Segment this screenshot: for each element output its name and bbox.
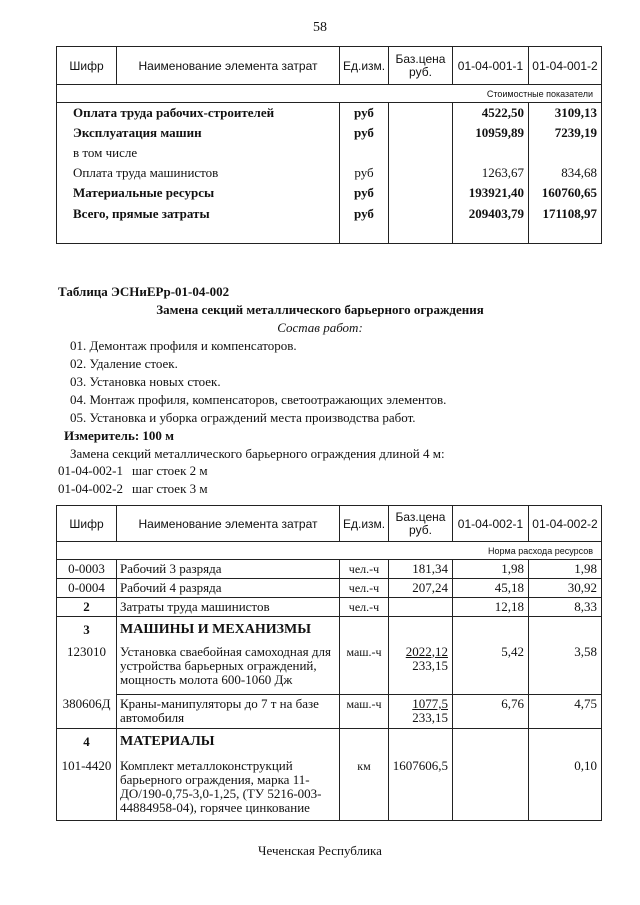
table2-subheader: Норма расхода ресурсов: [57, 542, 602, 560]
table-row: [57, 579, 602, 598]
table-row: [57, 183, 602, 203]
row-value-a: 4522,50: [453, 103, 529, 124]
header-name: Наименование элемента затрат: [117, 47, 340, 85]
row-price: [389, 163, 453, 183]
row-unit: руб: [340, 183, 389, 203]
row-value-b: 0,10: [529, 755, 602, 821]
section-subtitle: Замена секций металлического барьерного ограждения: [156, 302, 484, 317]
row-code: 0-0004: [57, 579, 117, 598]
table-row: [57, 598, 602, 617]
row-name: Комплект металлоконструкций барьерного ограждения, марка 11- ДО/190-0,75-3,0-1,25, (ТУ 5216-003- 44884958-04), горячее цинкование: [117, 755, 340, 821]
row-name: Материальные ресурсы: [57, 183, 340, 203]
row-unit: руб: [340, 203, 389, 244]
row-code: 2: [57, 598, 117, 617]
meter-label: Измеритель: 100 м: [64, 428, 175, 443]
row-value-a: 1,98: [453, 560, 529, 579]
table-row: [57, 123, 602, 143]
table-row: [57, 560, 602, 579]
row-value-a: [453, 143, 529, 163]
row-name: Всего, прямые затраты: [57, 203, 340, 244]
section-code: 3: [57, 617, 117, 643]
header-unit: Ед.изм.: [340, 506, 389, 542]
row-price: 1077,5 233,15: [389, 695, 453, 729]
row-value-a: 10959,89: [453, 123, 529, 143]
row-value-b: 3109,13: [529, 103, 602, 124]
row-price: [389, 143, 453, 163]
row-value-b: 7239,19: [529, 123, 602, 143]
row-value-b: 3,58: [529, 643, 602, 695]
section-name: МАШИНЫ И МЕХАНИЗМЫ: [117, 617, 340, 643]
work-item: 01. Демонтаж профиля и компенсаторов.: [70, 338, 297, 353]
row-price: [389, 203, 453, 244]
table-title: Таблица ЭСНиЕРр-01-04-002: [58, 284, 230, 299]
row-value-a: 6,76: [453, 695, 529, 729]
row-value-a: 45,18: [453, 579, 529, 598]
row-value-b: 4,75: [529, 695, 602, 729]
works-heading: Состав работ:: [277, 320, 363, 335]
header-base-price: Баз.цена руб.: [389, 47, 453, 85]
table-row: [57, 143, 602, 163]
variant-code: 01-04-002-1: [58, 463, 123, 478]
page-number: 58: [313, 20, 327, 35]
row-name: Оплата труда рабочих-строителей: [57, 103, 340, 124]
header-code: Шифр: [57, 47, 117, 85]
header-unit: Ед.изм.: [340, 47, 389, 85]
row-unit: руб: [340, 163, 389, 183]
table-row: [57, 163, 602, 183]
table-row: [57, 203, 602, 244]
row-value-a: [453, 755, 529, 821]
variant-code: 01-04-002-2: [58, 481, 123, 496]
row-value-b: 160760,65: [529, 183, 602, 203]
header-col-b: 01-04-001-2: [529, 47, 602, 85]
section-row: [57, 617, 602, 643]
row-price: 181,34: [389, 560, 453, 579]
row-unit: чел.-ч: [340, 579, 389, 598]
row-price: 207,24: [389, 579, 453, 598]
work-item: 04. Монтаж профиля, компенсаторов, светоотражающих элементов.: [70, 392, 447, 407]
row-unit: руб: [340, 103, 389, 124]
header-code: Шифр: [57, 506, 117, 542]
row-value-b: 8,33: [529, 598, 602, 617]
row-unit: руб: [340, 123, 389, 143]
header-col-a: 01-04-002-1: [453, 506, 529, 542]
row-unit: км: [340, 755, 389, 821]
table-row: [57, 103, 602, 124]
row-price: [389, 598, 453, 617]
row-code: 0-0003: [57, 560, 117, 579]
row-value-b: 30,92: [529, 579, 602, 598]
row-name: в том числе: [57, 143, 340, 163]
row-value-a: 5,42: [453, 643, 529, 695]
section-code: 4: [57, 729, 117, 755]
row-unit: маш.-ч: [340, 643, 389, 695]
row-price: [389, 103, 453, 124]
row-unit: чел.-ч: [340, 560, 389, 579]
page-footer: Чеченская Республика: [258, 843, 382, 858]
row-code: 101-4420: [57, 755, 117, 821]
cost-table-1: [56, 46, 602, 244]
section-row: [57, 729, 602, 755]
resource-table-2: [56, 505, 602, 821]
header-col-b: 01-04-002-2: [529, 506, 602, 542]
work-item: 02. Удаление стоек.: [70, 356, 178, 371]
variant-text: шаг стоек 3 м: [132, 481, 208, 496]
row-value-a: 12,18: [453, 598, 529, 617]
table1-subheader: Стоимостные показатели: [57, 85, 602, 103]
row-value-a: 1263,67: [453, 163, 529, 183]
section-name: МАТЕРИАЛЫ: [117, 729, 340, 755]
row-unit: чел.-ч: [340, 598, 389, 617]
table-row: [57, 695, 602, 729]
header-col-a: 01-04-001-1: [453, 47, 529, 85]
row-name: Установка сваебойная самоходная для устройства барьерных ограждений, мощность молота 600-1060 Дж: [117, 643, 340, 695]
row-price: 2022,12 233,15: [389, 643, 453, 695]
row-unit: [340, 143, 389, 163]
row-price: [389, 183, 453, 203]
table-row: [57, 643, 602, 695]
row-unit: маш.-ч: [340, 695, 389, 729]
row-name: Эксплуатация машин: [57, 123, 340, 143]
row-name: Затраты труда машинистов: [117, 598, 340, 617]
row-value-b: [529, 143, 602, 163]
row-value-a: 209403,79: [453, 203, 529, 244]
description: Замена секций металлического барьерного ограждения длиной 4 м:: [70, 446, 445, 461]
row-name: Рабочий 3 разряда: [117, 560, 340, 579]
row-value-b: 1,98: [529, 560, 602, 579]
table-row: [57, 755, 602, 821]
row-value-a: 193921,40: [453, 183, 529, 203]
variant-text: шаг стоек 2 м: [132, 463, 208, 478]
work-item: 03. Установка новых стоек.: [70, 374, 221, 389]
row-name: Краны-манипуляторы до 7 т на базе автомобиля: [117, 695, 340, 729]
row-name: Оплата труда машинистов: [57, 163, 340, 183]
row-price: [389, 123, 453, 143]
header-name: Наименование элемента затрат: [117, 506, 340, 542]
row-value-b: 171108,97: [529, 203, 602, 244]
row-code: 380606Д: [57, 695, 117, 729]
row-code: 123010: [57, 643, 117, 695]
work-item: 05. Установка и уборка ограждений места производства работ.: [70, 410, 416, 425]
row-value-b: 834,68: [529, 163, 602, 183]
header-base-price: Баз.цена руб.: [389, 506, 453, 542]
row-name: Рабочий 4 разряда: [117, 579, 340, 598]
row-price: 1607606,5: [389, 755, 453, 821]
